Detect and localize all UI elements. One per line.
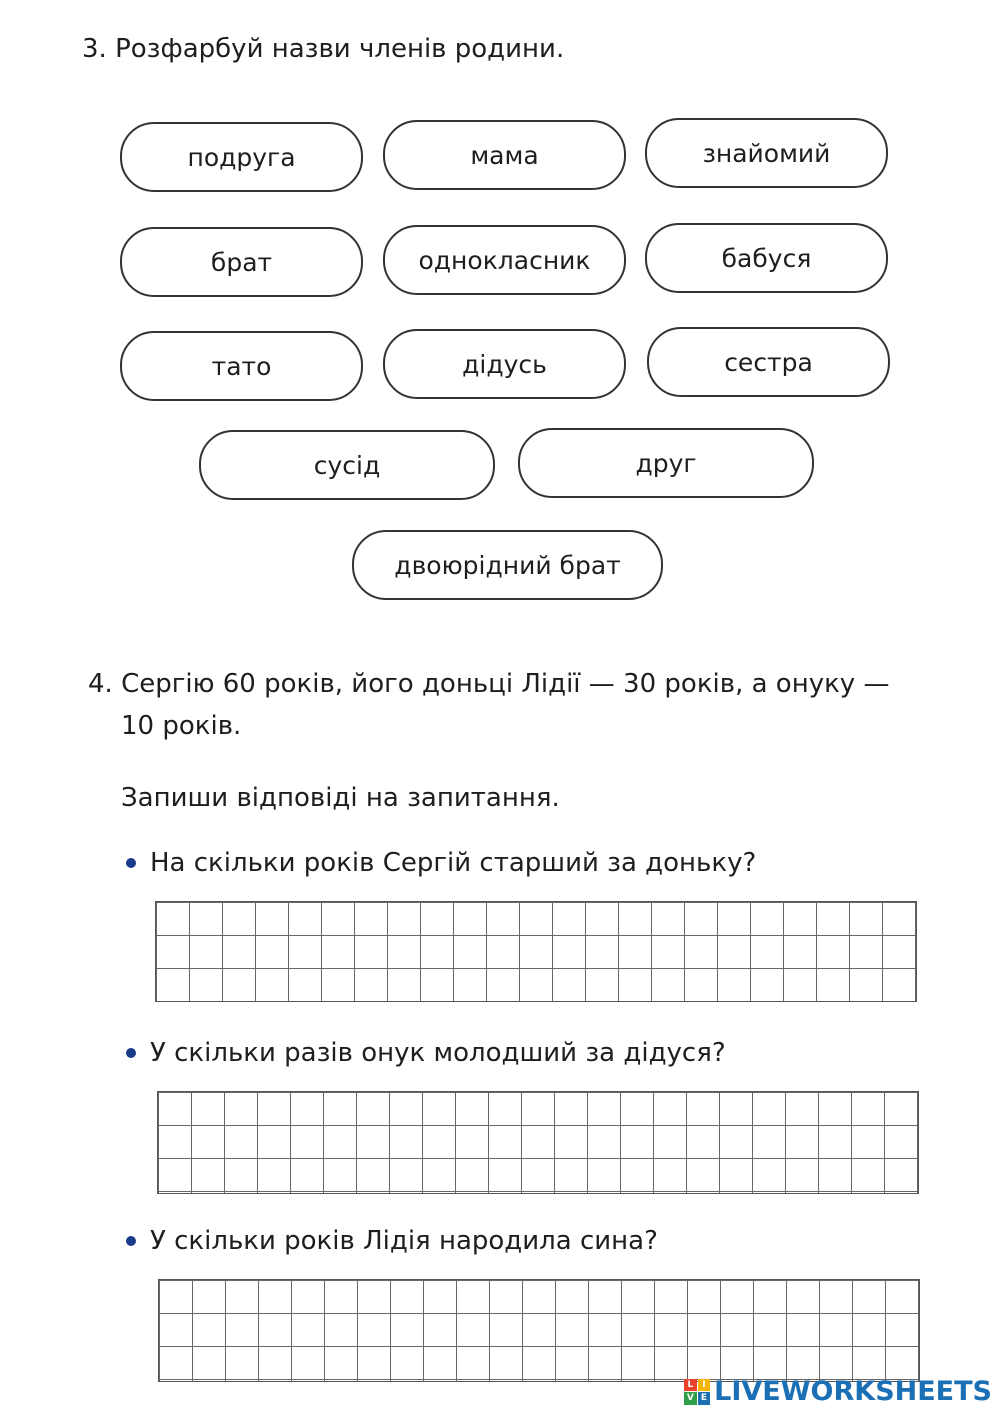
answer-grid-2[interactable] bbox=[157, 1091, 919, 1194]
word-pill[interactable]: подруга bbox=[120, 122, 363, 192]
word-pill[interactable]: дідусь bbox=[383, 329, 626, 399]
bullet-icon bbox=[126, 1236, 136, 1246]
question-1 bbox=[126, 848, 756, 878]
task4-statement-line1: 4. Сергію 60 років, його доньці Лідії — 30 років, а онуку — bbox=[88, 669, 890, 699]
word-pill[interactable]: знайомий bbox=[645, 118, 888, 188]
task4-instruction: Запиши відповіді на запитання. bbox=[121, 783, 560, 813]
question-2 bbox=[126, 1038, 726, 1068]
bullet-icon bbox=[126, 858, 136, 868]
bullet-icon bbox=[126, 1048, 136, 1058]
word-pill[interactable]: бабуся bbox=[645, 223, 888, 293]
question-text: У скільки років Лідія народила сина? bbox=[150, 1226, 658, 1256]
word-pill[interactable]: сусід bbox=[199, 430, 495, 500]
answer-grid-1[interactable] bbox=[155, 901, 917, 1002]
logo-icon: L I V E bbox=[684, 1379, 710, 1405]
answer-grid-3[interactable] bbox=[158, 1279, 920, 1382]
word-pill[interactable]: мама bbox=[383, 120, 626, 190]
word-pill[interactable]: двоюрідний брат bbox=[352, 530, 663, 600]
question-3 bbox=[126, 1226, 658, 1256]
task4-statement-line2: 10 років. bbox=[121, 711, 242, 741]
question-text: У скільки разів онук молодший за дідуся? bbox=[150, 1038, 726, 1068]
brand-name: LIVEWORKSHEETS bbox=[714, 1376, 992, 1407]
word-pill[interactable]: однокласник bbox=[383, 225, 626, 295]
task3-title: 3. Розфарбуй назви членів родини. bbox=[82, 34, 565, 64]
liveworksheets-logo[interactable] bbox=[684, 1376, 992, 1407]
word-pill[interactable]: сестра bbox=[647, 327, 890, 397]
question-text: На скільки років Сергій старший за доньку? bbox=[150, 848, 757, 878]
word-pill[interactable]: друг bbox=[518, 428, 814, 498]
word-pill[interactable]: брат bbox=[120, 227, 363, 297]
word-pill[interactable]: тато bbox=[120, 331, 363, 401]
